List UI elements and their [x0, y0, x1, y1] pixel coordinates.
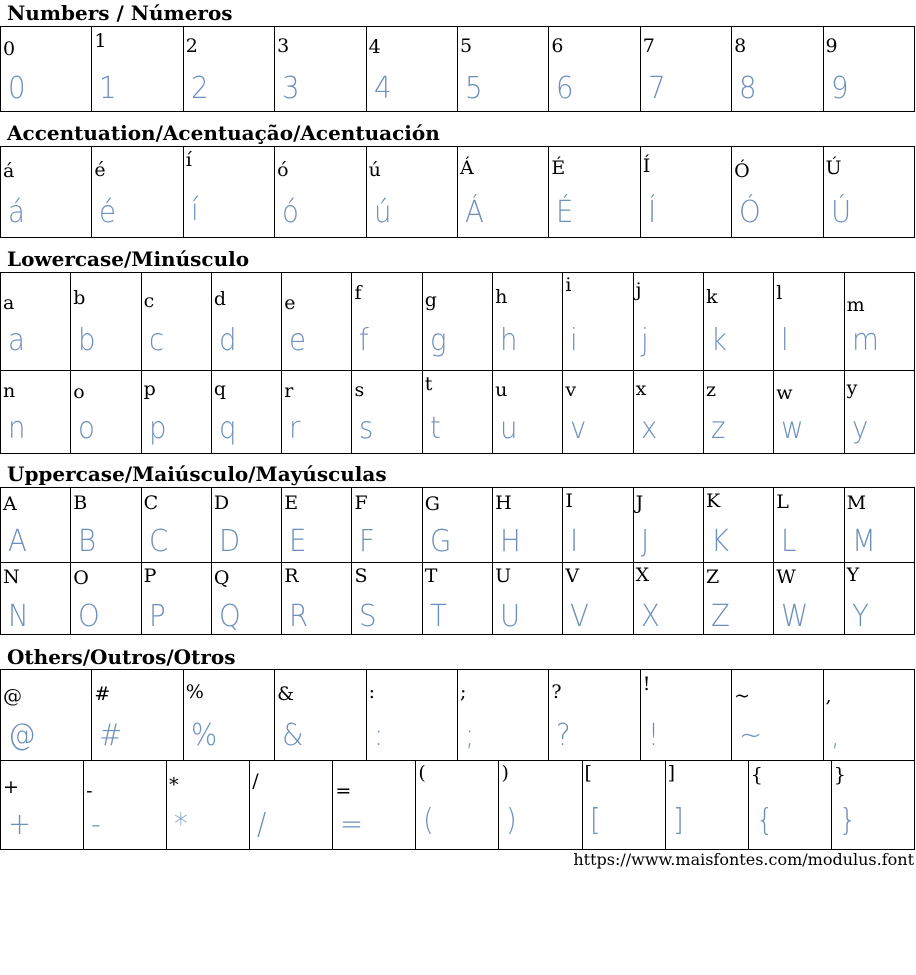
glyph-cell [71, 488, 141, 563]
glyph-sample: B [78, 524, 97, 559]
glyph-cell [732, 670, 823, 761]
glyph-sample: m [851, 323, 879, 358]
char-label: C [143, 492, 159, 514]
char-label: í [185, 149, 192, 171]
glyph-sample: + [8, 807, 32, 842]
glyph-sample: o [78, 411, 96, 446]
glyph-sample: b [78, 323, 96, 358]
glyph-sample: % [190, 718, 218, 753]
glyph-sample: ? [556, 718, 572, 753]
glyph-sample: Ú [830, 195, 851, 230]
glyph-cell [732, 27, 823, 112]
glyph-cell [183, 670, 274, 761]
glyph-sample: H [500, 524, 521, 559]
char-label: - [86, 780, 93, 802]
glyph-sample: k [710, 323, 727, 358]
char-label: # [94, 683, 111, 705]
glyph-sample: z [710, 411, 726, 446]
glyph-sample: 6 [556, 71, 574, 106]
glyph-sample: @ [8, 718, 36, 753]
glyph-cell [1, 147, 92, 238]
glyph-sample: s [359, 411, 374, 446]
glyph-cell [167, 761, 250, 850]
char-label: G [424, 493, 440, 515]
glyph-cell [549, 27, 640, 112]
glyph-cell [703, 488, 773, 563]
glyph-cell [141, 563, 211, 635]
glyph-sample: t [429, 411, 441, 446]
glyph-sample: T [429, 599, 447, 634]
glyph-sample: h [500, 323, 518, 358]
glyph-sample: í [190, 193, 199, 228]
others-grid-row1 [0, 669, 915, 761]
glyph-cell [422, 563, 492, 635]
char-label: , [825, 685, 832, 707]
char-label: M [846, 492, 867, 514]
glyph-sample: u [500, 411, 518, 446]
glyph-cell [366, 670, 457, 761]
char-label: V [565, 565, 580, 587]
glyph-sample: á [8, 195, 25, 230]
glyph-cell [582, 761, 665, 850]
glyph-cell [493, 273, 563, 371]
char-label: { [750, 764, 763, 786]
glyph-cell [1, 371, 71, 454]
glyph-sample: M [851, 524, 876, 559]
char-label: o [73, 381, 85, 403]
char-label: P [143, 565, 157, 587]
char-label: 3 [277, 35, 290, 57]
char-label: u [495, 379, 508, 401]
char-label: A [3, 493, 17, 515]
char-label: l [776, 282, 783, 304]
glyph-cell [457, 670, 548, 761]
char-label: y [846, 377, 858, 399]
glyph-sample: K [710, 524, 730, 559]
char-label: á [3, 160, 15, 182]
char-label: 6 [551, 35, 564, 57]
char-label: ú [368, 159, 381, 181]
glyph-sample: I [570, 524, 579, 559]
char-label: ó [277, 159, 289, 181]
glyph-cell [141, 488, 211, 563]
char-label: W [776, 566, 796, 588]
glyph-sample: / [257, 807, 267, 842]
glyph-sample: l [781, 323, 789, 358]
glyph-cell [71, 563, 141, 635]
char-label: i [565, 274, 572, 296]
lowercase-grid [0, 272, 915, 454]
char-label: K [705, 490, 721, 512]
glyph-cell [732, 147, 823, 238]
char-label: h [495, 286, 508, 308]
glyph-cell [92, 670, 183, 761]
glyph-sample: q [218, 411, 237, 446]
glyph-sample: U [500, 599, 521, 634]
glyph-cell [416, 761, 499, 850]
glyph-cell [563, 563, 633, 635]
glyph-cell [703, 273, 773, 371]
glyph-cell [774, 371, 844, 454]
char-label: 1 [94, 30, 107, 52]
glyph-cell [352, 563, 422, 635]
glyph-cell [823, 670, 914, 761]
char-label: É [551, 157, 566, 179]
char-label: 9 [825, 35, 838, 57]
glyph-sample: 1 [99, 71, 117, 106]
char-label: Á [459, 157, 474, 179]
char-label: } [833, 764, 846, 786]
glyph-sample: , [830, 718, 840, 753]
glyph-sample: c [148, 323, 164, 358]
glyph-cell [1, 27, 92, 112]
glyph-cell [774, 563, 844, 635]
glyph-cell [844, 488, 914, 563]
glyph-cell [633, 273, 703, 371]
footer-url[interactable]: https://www.maisfontes.com/modulus.font [573, 850, 914, 869]
char-label: F [354, 492, 368, 514]
glyph-cell [183, 27, 274, 112]
glyph-cell [1, 761, 84, 850]
glyph-cell [499, 761, 582, 850]
char-label: R [284, 565, 299, 587]
glyph-cell [563, 371, 633, 454]
char-label: f [354, 282, 362, 304]
glyph-cell [211, 488, 281, 563]
glyph-sample: = [340, 807, 364, 842]
glyph-sample: É [556, 195, 574, 230]
glyph-sample: S [359, 599, 378, 634]
glyph-cell [422, 371, 492, 454]
glyph-sample: j [640, 323, 649, 358]
char-label: é [94, 159, 106, 181]
numbers-grid [0, 26, 915, 112]
glyph-sample: ú [373, 195, 392, 230]
char-label: E [284, 492, 299, 514]
glyph-cell [665, 761, 748, 850]
glyph-cell [844, 563, 914, 635]
char-label: d [213, 288, 227, 310]
glyph-cell [1, 488, 71, 563]
char-label: m [846, 294, 865, 316]
glyph-sample: a [8, 323, 25, 358]
char-label: + [3, 776, 19, 798]
glyph-cell [282, 273, 352, 371]
glyph-sample: : [373, 718, 383, 753]
glyph-sample: 2 [190, 71, 209, 106]
glyph-sample: p [148, 411, 167, 446]
glyph-cell [563, 488, 633, 563]
glyph-cell [211, 371, 281, 454]
glyph-cell [493, 488, 563, 563]
char-label: ( [418, 762, 426, 784]
section-title-others: Others/Outros/Otros [7, 645, 236, 669]
char-label: X [635, 564, 650, 586]
glyph-sample: R [289, 599, 309, 634]
char-label: n [3, 380, 16, 402]
char-label: [ [584, 762, 592, 784]
glyph-cell [352, 371, 422, 454]
glyph-cell [640, 147, 731, 238]
glyph-cell [352, 488, 422, 563]
table-row [1, 488, 915, 563]
glyph-cell [1, 563, 71, 635]
glyph-sample: Í [647, 195, 656, 230]
section-title-numbers: Numbers / Números [7, 1, 233, 25]
glyph-sample: Q [218, 599, 241, 634]
glyph-cell [366, 27, 457, 112]
glyph-cell [71, 371, 141, 454]
char-label: N [3, 566, 20, 588]
table-row [1, 371, 915, 454]
glyph-cell [141, 371, 211, 454]
glyph-sample: E [289, 524, 307, 559]
glyph-cell [141, 273, 211, 371]
glyph-sample: r [289, 411, 301, 446]
glyph-cell [844, 273, 914, 371]
glyph-sample: ] [672, 803, 684, 838]
char-label: I [565, 490, 573, 512]
char-label: U [495, 565, 512, 587]
char-label: D [213, 492, 230, 514]
char-label: c [143, 290, 155, 312]
char-label: O [73, 567, 89, 589]
char-label: r [284, 380, 294, 402]
glyph-cell [457, 27, 548, 112]
glyph-sample: x [640, 411, 658, 446]
char-label: H [495, 492, 512, 514]
glyph-cell [352, 273, 422, 371]
char-label: ! [642, 673, 651, 695]
char-label: T [424, 565, 438, 587]
glyph-cell [275, 27, 366, 112]
char-label: 8 [734, 35, 747, 57]
glyph-cell [640, 27, 731, 112]
glyph-sample: ~ [739, 718, 763, 753]
table-row [1, 670, 915, 761]
char-label: g [424, 289, 437, 311]
glyph-cell [71, 273, 141, 371]
glyph-cell [633, 563, 703, 635]
char-label: Ú [825, 157, 842, 179]
char-label: a [3, 292, 15, 314]
char-label: 7 [642, 35, 655, 57]
section-title-uppercase: Uppercase/Maiúsculo/Mayúsculas [7, 462, 387, 486]
glyph-sample: e [289, 323, 307, 358]
glyph-cell [422, 273, 492, 371]
char-label: b [73, 287, 86, 309]
glyph-cell [640, 670, 731, 761]
glyph-cell [831, 761, 914, 850]
glyph-cell [275, 147, 366, 238]
table-row [1, 761, 915, 850]
char-label: & [277, 683, 295, 705]
glyph-sample: y [851, 411, 868, 446]
glyph-sample: A [8, 524, 27, 559]
char-label: 4 [368, 36, 381, 58]
glyph-sample: Ó [739, 195, 761, 230]
char-label: J [635, 492, 644, 514]
table-row [1, 27, 915, 112]
glyph-sample: & [282, 718, 304, 753]
glyph-sample: ( [423, 803, 435, 838]
section-title-accentuation: Accentuation/Acentuação/Acentuación [7, 121, 440, 145]
glyph-sample: W [781, 599, 809, 634]
glyph-cell [211, 273, 281, 371]
glyph-sample: P [148, 599, 166, 634]
glyph-cell [282, 488, 352, 563]
char-label: j [635, 279, 642, 301]
char-label: ? [551, 681, 562, 703]
char-label: S [354, 565, 368, 587]
char-label: = [335, 780, 352, 802]
glyph-sample: G [429, 524, 452, 559]
char-label: k [705, 286, 718, 308]
glyph-sample: 7 [647, 71, 666, 106]
glyph-sample: C [148, 524, 168, 559]
char-label: ) [501, 762, 509, 784]
glyph-sample: 9 [830, 71, 849, 106]
others-grid-row2 [0, 760, 915, 850]
glyph-sample: g [429, 323, 447, 358]
char-label: @ [3, 685, 22, 707]
section-title-lowercase: Lowercase/Minúsculo [7, 247, 250, 271]
char-label: Ó [734, 160, 750, 182]
glyph-sample: } [838, 803, 857, 838]
glyph-cell [1, 273, 71, 371]
char-label: L [776, 491, 789, 513]
glyph-sample: ó [282, 195, 300, 230]
uppercase-grid [0, 487, 915, 635]
char-label: t [424, 373, 433, 395]
char-label: q [213, 378, 227, 400]
glyph-cell [703, 371, 773, 454]
char-label: z [705, 379, 716, 401]
glyph-sample: w [781, 411, 804, 446]
glyph-sample: 0 [8, 71, 26, 106]
char-label: % [185, 681, 204, 703]
glyph-cell [823, 147, 914, 238]
table-row [1, 563, 915, 635]
glyph-sample: N [8, 599, 29, 634]
glyph-cell [211, 563, 281, 635]
char-label: w [776, 382, 793, 404]
char-label: x [635, 378, 647, 400]
glyph-cell [275, 670, 366, 761]
glyph-cell [703, 563, 773, 635]
glyph-sample: F [359, 524, 376, 559]
char-label: : [368, 681, 375, 703]
glyph-sample: - [91, 807, 102, 842]
glyph-sample: V [570, 599, 590, 634]
glyph-cell [422, 488, 492, 563]
glyph-cell [282, 563, 352, 635]
char-label: e [284, 292, 296, 314]
char-label: Y [846, 564, 860, 586]
glyph-sample: é [99, 195, 117, 230]
glyph-sample: Z [710, 599, 730, 634]
glyph-sample: f [359, 323, 370, 358]
glyph-cell [250, 761, 333, 850]
glyph-cell [92, 27, 183, 112]
glyph-cell [774, 273, 844, 371]
char-label: 5 [459, 35, 473, 57]
glyph-sample: Á [464, 195, 484, 230]
glyph-cell [84, 761, 167, 850]
char-label: Z [705, 566, 720, 588]
char-label: v [565, 379, 577, 401]
char-label: s [354, 379, 365, 401]
char-label: / [252, 770, 259, 792]
char-label: Í [642, 155, 651, 177]
glyph-cell [92, 147, 183, 238]
glyph-sample: * [174, 807, 188, 842]
glyph-sample: O [78, 599, 101, 634]
glyph-cell [748, 761, 831, 850]
glyph-sample: X [640, 599, 660, 634]
char-label: 2 [185, 35, 198, 57]
glyph-cell [774, 488, 844, 563]
char-label: p [143, 378, 156, 400]
glyph-cell [493, 371, 563, 454]
table-row [1, 273, 915, 371]
glyph-cell [633, 488, 703, 563]
glyph-sample: D [218, 524, 241, 559]
char-label: B [73, 492, 88, 514]
char-label: * [169, 774, 179, 796]
glyph-sample: { [755, 803, 774, 838]
glyph-cell [563, 273, 633, 371]
char-label: ~ [734, 685, 751, 707]
glyph-cell [183, 147, 274, 238]
char-label: ; [459, 681, 467, 703]
char-label: Q [213, 567, 230, 589]
glyph-cell [457, 147, 548, 238]
glyph-sample: v [570, 411, 587, 446]
glyph-sample: L [781, 524, 797, 559]
glyph-cell [493, 563, 563, 635]
char-label: 0 [3, 38, 16, 60]
glyph-sample: i [570, 323, 579, 358]
glyph-sample: d [218, 323, 237, 358]
glyph-sample: ; [464, 718, 475, 753]
glyph-sample: 3 [282, 71, 300, 106]
glyph-sample: # [99, 718, 123, 753]
glyph-cell [633, 371, 703, 454]
glyph-sample: [ [589, 803, 601, 838]
glyph-cell [366, 147, 457, 238]
glyph-cell [333, 761, 416, 850]
glyph-sample: 5 [464, 71, 483, 106]
char-label: ] [667, 762, 676, 784]
glyph-sample: 4 [373, 71, 392, 106]
glyph-sample: J [640, 524, 649, 559]
accentuation-grid [0, 146, 915, 238]
glyph-cell [549, 670, 640, 761]
table-row [1, 147, 915, 238]
glyph-sample: n [8, 411, 26, 446]
glyph-sample: ) [506, 803, 518, 838]
glyph-cell [282, 371, 352, 454]
glyph-cell [823, 27, 914, 112]
glyph-cell [1, 670, 92, 761]
glyph-cell [549, 147, 640, 238]
glyph-sample: Y [851, 599, 869, 634]
glyph-sample: ! [647, 718, 659, 753]
glyph-sample: 8 [739, 71, 757, 106]
glyph-cell [844, 371, 914, 454]
